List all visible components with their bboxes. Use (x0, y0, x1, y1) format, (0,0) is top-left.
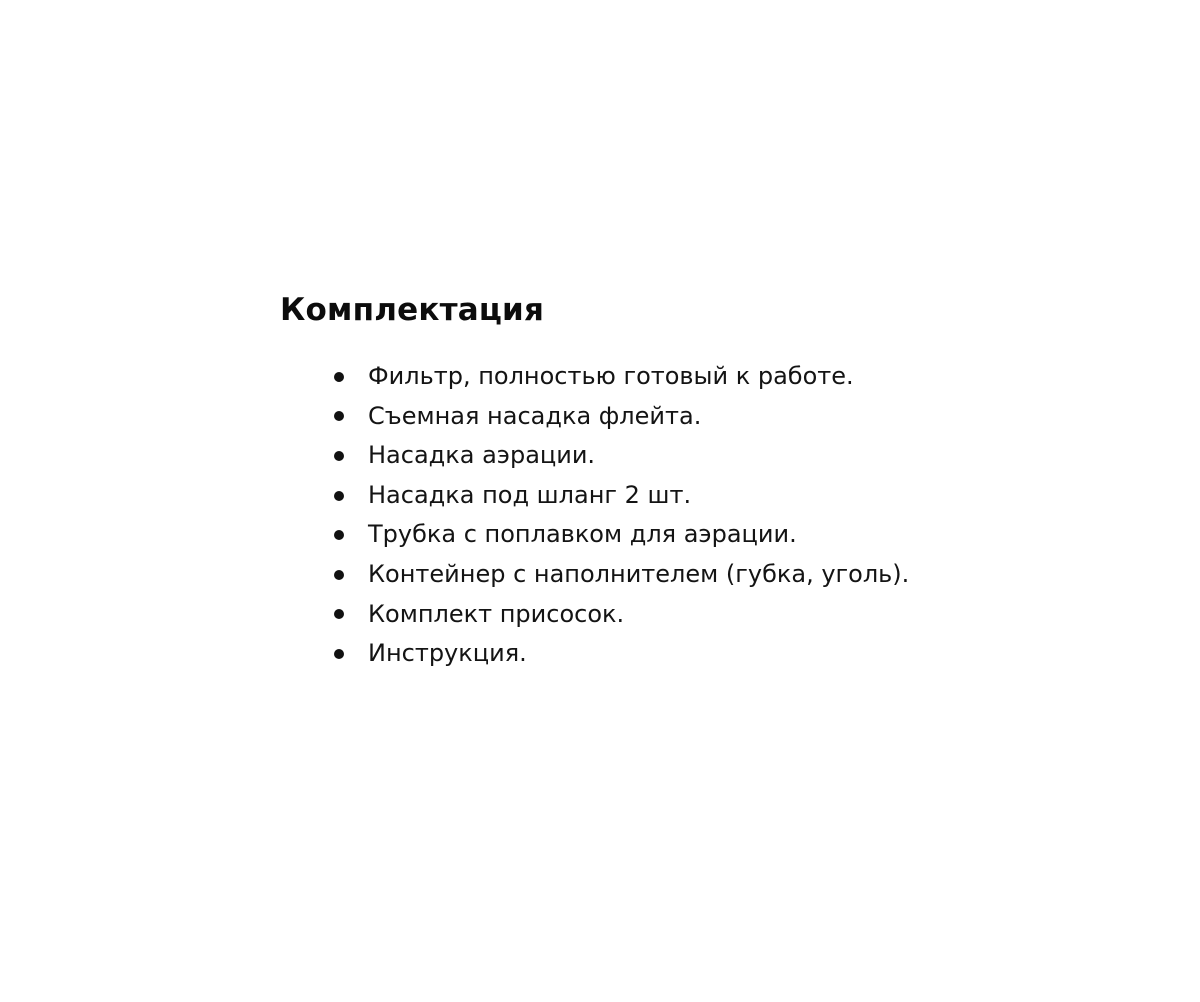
bullet-icon (334, 530, 344, 540)
list-item (280, 357, 1040, 397)
equipment-list (280, 357, 1040, 674)
list-item-text: Насадка под шланг 2 шт. (368, 480, 692, 509)
list-item-text: Комплект присосок. (368, 599, 625, 628)
bullet-icon (334, 609, 344, 619)
list-item-text: Трубка с поплавком для аэрации. (368, 520, 797, 549)
list-item (280, 397, 1040, 437)
list-item-text: Насадка аэрации. (368, 441, 596, 470)
list-item-text: Съемная насадка флейта. (368, 401, 702, 430)
equipment-section (280, 287, 1040, 674)
bullet-icon (334, 649, 344, 659)
list-item (280, 476, 1040, 516)
list-item-text: Фильтр, полностью готовый к работе. (368, 362, 854, 390)
list-item-text: Инструкция. (368, 639, 527, 668)
list-item (280, 634, 1040, 674)
bullet-icon (334, 570, 344, 580)
list-item-text: Контейнер с наполнителем (губка, уголь). (368, 559, 910, 588)
section-title: Комплектация (280, 292, 545, 328)
list-item (280, 595, 1040, 635)
bullet-icon (334, 372, 344, 382)
list-item (280, 555, 1040, 595)
bullet-icon (334, 451, 344, 461)
list-item (280, 515, 1040, 555)
bullet-icon (334, 491, 344, 501)
list-item (280, 436, 1040, 476)
bullet-icon (334, 411, 344, 421)
